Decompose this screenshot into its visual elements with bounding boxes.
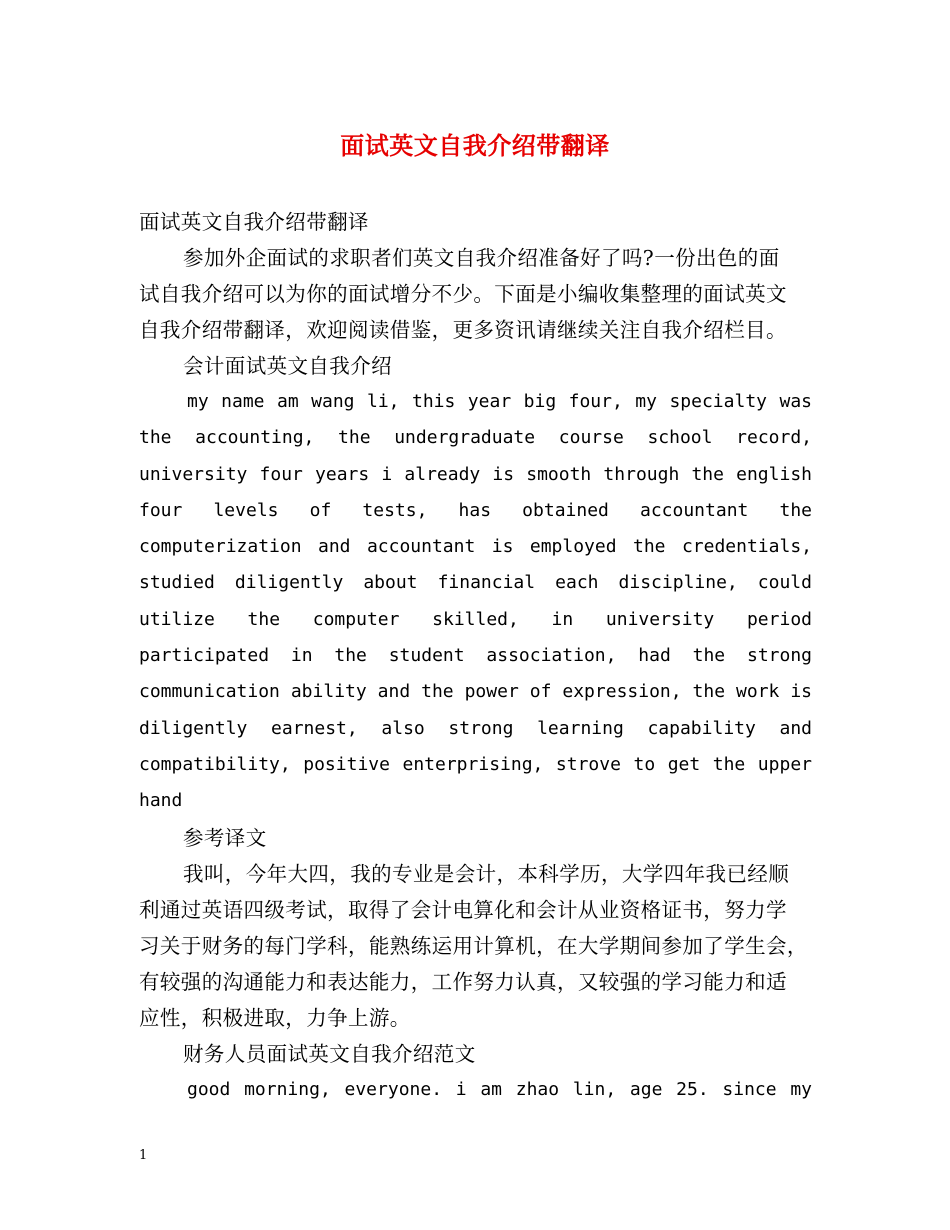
document-body (139, 204, 812, 1108)
paragraph-line: 利通过英语四级考试，取得了会计电算化和会计从业资格证书，努力学 (139, 897, 787, 922)
english-line: computerization and accountant is employed the credentials, (139, 536, 812, 558)
paragraph-line: 应性，积极进取，力争上游。 (139, 1005, 411, 1030)
paragraph-line: 自我介绍带翻译，欢迎阅读借鉴，更多资讯请继续关注自我介绍栏目。 (139, 318, 787, 342)
paragraph-line: 习关于财务的每门学科，能熟练运用计算机，在大学期间参加了学生会， (139, 933, 808, 958)
english-line: my name am wang li, this year big four, my specialty was (187, 391, 812, 412)
english-line: utilize the computer skilled, in university period (139, 608, 812, 630)
english-line: four levels of tests, has obtained accountant the (139, 499, 812, 521)
english-line: the accounting, the undergraduate course school record, (139, 427, 812, 449)
subheading: 会计面试英文自我介绍 (183, 354, 392, 378)
english-line: hand (139, 790, 183, 812)
english-line: good morning, everyone. i am zhao lin, age 25. since my (187, 1078, 812, 1100)
paragraph-line: 我叫，今年大四，我的专业是会计，本科学历，大学四年我已经顺 (183, 861, 790, 886)
english-line: diligently earnest, also strong learning capability and (139, 717, 812, 739)
document-title: 面试英文自我介绍带翻译 (340, 131, 610, 160)
section-heading: 面试英文自我介绍带翻译 (139, 210, 369, 234)
subheading: 参考译文 (183, 825, 267, 850)
subheading: 财务人员面试英文自我介绍范文 (183, 1041, 476, 1066)
english-line: studied diligently about financial each discipline, could (139, 572, 812, 594)
english-line: university four years i already is smooth through the english (139, 463, 812, 485)
english-line: compatibility, positive enterprising, strove to get the upper (139, 753, 812, 775)
english-line: participated in the student association, had the strong (139, 645, 812, 667)
paragraph-line: 参加外企面试的求职者们英文自我介绍准备好了吗?一份出色的面 (183, 246, 780, 270)
english-line: communication ability and the power of expression, the work is (139, 681, 812, 703)
paragraph-line: 有较强的沟通能力和表达能力，工作努力认真，又较强的学习能力和适 (139, 969, 787, 994)
page-number: 1 (139, 1148, 148, 1163)
paragraph-line: 试自我介绍可以为你的面试增分不少。下面是小编收集整理的面试英文 (139, 282, 787, 306)
